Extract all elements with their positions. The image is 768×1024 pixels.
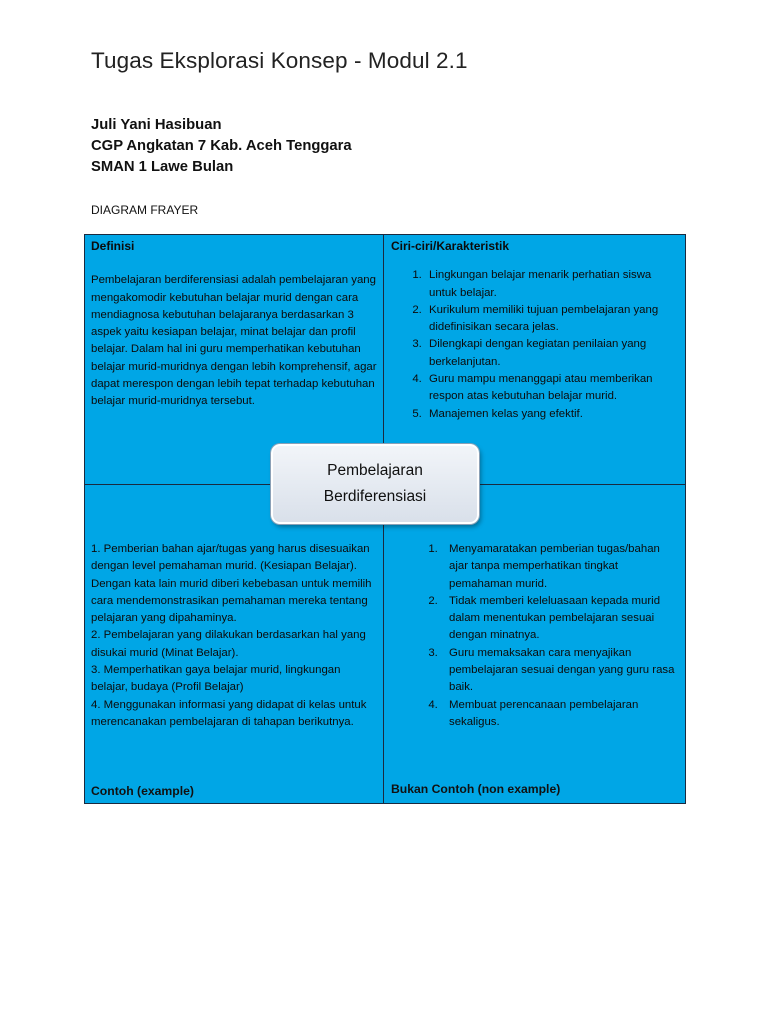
ciri-cell <box>391 238 679 423</box>
list-item: 5. Manajemen kelas yang efektif. <box>425 406 679 423</box>
list-item: 2. Pembelajaran yang dilakukan berdasarkan hal yang disukai murid (Minat Belajar). <box>91 629 366 659</box>
center-concept-box <box>271 444 479 524</box>
list-item: 3. Dilengkapi dengan kegiatan penilaian yang berkelanjutan. <box>425 336 679 371</box>
definisi-text: Pembelajaran berdiferensiasi adalah pembelajaran yang mengakomodir kebutuhan belajar murid dengan cara mendiagnosa kebutuhan belajaranya berdasarkan 3 aspek yaitu kesiapan belajar, minat belajar dan profil belajar. Dalam hal ini guru memperhatikan kebutuhan belajar murid-muridnya dengan lebih komprehensif, agar dapat merespon dengan lebih tepat terhadap kebutuhan belajar murid-muridnya tersebut. <box>91 274 377 408</box>
author-school: SMAN 1 Lawe Bulan <box>91 159 234 175</box>
center-concept-line1: Pembelajaran <box>327 462 423 479</box>
diagram-heading: DIAGRAM FRAYER <box>91 203 199 217</box>
list-item: 2. Tidak memberi keleluasaan kepada murid dalam menentukan pembelajaran sesuai dengan minatnya. <box>441 593 679 645</box>
list-item: 2. Kurikulum memiliki tujuan pembelajaran yang didefinisikan secara jelas. <box>425 302 679 337</box>
ciri-heading: Ciri-ciri/Karakteristik <box>391 239 510 253</box>
contoh-footer: Contoh (example) <box>91 784 194 798</box>
author-block <box>91 115 352 178</box>
document-title: Tugas Eksplorasi Konsep - Modul 2.1 <box>91 48 468 73</box>
list-item: 3. Guru memaksakan cara menyajikan pembelajaran sesuai dengan yang guru rasa baik. <box>441 645 679 697</box>
definisi-heading: Definisi <box>91 239 135 253</box>
bukan-contoh-footer: Bukan Contoh (non example) <box>391 782 561 796</box>
bukan-contoh-cell <box>391 541 679 731</box>
list-item: 1. Pemberian bahan ajar/tugas yang harus disesuaikan dengan level pemahaman murid. (Kesiapan Belajar). Dengan kata lain murid diberi kebebasan untuk memilih cara mendemonstrasikan pemahaman mereka tentang pelajaran yang dipahaminya. <box>91 543 372 625</box>
list-item: 4. Membuat perencanaan pembelajaran sekaligus. <box>441 697 679 732</box>
author-program: CGP Angkatan 7 Kab. Aceh Tenggara <box>91 138 352 154</box>
bukan-contoh-list <box>391 541 679 731</box>
list-item: 1. Menyamaratakan pemberian tugas/bahan ajar tanpa memperhatikan tingkat pemahaman murid. <box>441 541 679 593</box>
list-item: 1. Lingkungan belajar menarik perhatian siswa untuk belajar. <box>425 267 679 302</box>
list-item: 3. Memperhatikan gaya belajar murid, lingkungan belajar, budaya (Profil Belajar) <box>91 664 341 694</box>
center-concept-line2: Berdiferensiasi <box>323 488 427 505</box>
author-name: Juli Yani Hasibuan <box>91 117 222 133</box>
list-item: 4. Menggunakan informasi yang didapat di kelas untuk merencanakan pembelajaran di tahapan berikutnya. <box>91 698 367 728</box>
definisi-cell <box>91 238 378 411</box>
list-item: 4. Guru mampu menanggapi atau memberikan respon atas kebutuhan belajar murid. <box>425 371 679 406</box>
ciri-list <box>391 267 679 423</box>
contoh-cell <box>91 541 378 731</box>
